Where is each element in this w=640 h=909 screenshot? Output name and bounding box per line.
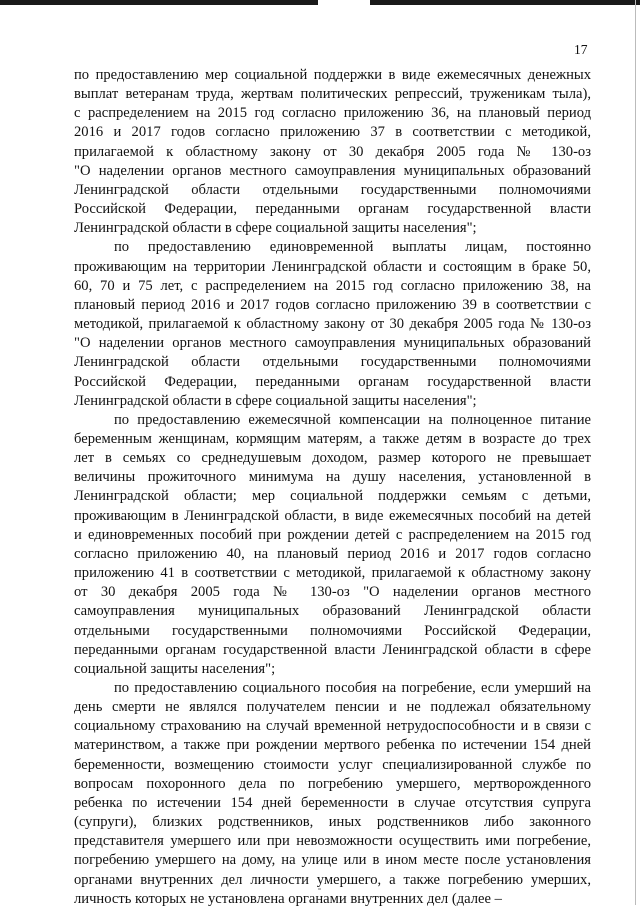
text-line: Ленинградской области отдельными государственными полномочиями — [74, 354, 591, 371]
text-line: по предоставлению социального пособия на погребение, если умерший на — [114, 680, 591, 696]
document-body — [74, 66, 591, 909]
text-line: вопросам похоронного дела по погребению умершего, мертворожденного — [74, 775, 591, 792]
text-line: Российской Федерации, переданными органам государственной власти — [74, 373, 591, 390]
text-line: согласно приложению 40, на плановый период 2016 и 2017 годов согласно — [74, 545, 591, 562]
text-line: выплат ветеранам труда, жертвам политических репрессий, труженикам тыла), — [74, 86, 591, 103]
text-line: Ленинградской области в сфере социальной защиты населения"; — [74, 392, 477, 409]
text-line: (супруги), близких родственников, иных родственников либо законного — [74, 814, 591, 831]
text-line: ребенка по истечении 154 дней беременности в случае отсутствия супруга — [74, 794, 591, 811]
text-line: проживающим в Ленинградской области, в виде ежемесячных пособий на детей — [74, 507, 591, 524]
text-line: Ленинградской области; мер социальной поддержки семьям с детьми, — [74, 488, 591, 505]
text-line: величины прожиточного минимума на душу населения, установленной в — [74, 469, 591, 486]
scan-speck — [318, 888, 321, 890]
paragraph — [74, 66, 591, 238]
text-line: представителя умершего или при невозможности осуществить ими погребение, — [74, 833, 591, 850]
scan-edge-left — [0, 0, 318, 5]
page-number: 17 — [574, 42, 588, 57]
text-line: Ленинградской области в сфере социальной защиты населения"; — [74, 220, 477, 237]
text-line: "О наделении органов местного самоуправления муниципальных образований — [74, 162, 591, 179]
text-line: 60, 70 и 75 лет, с распределением на 2015 год согласно приложению 38, на — [74, 277, 591, 294]
text-line: органами внутренних дел личности умершего, а также погребению умерших, — [74, 871, 591, 888]
text-line: прилагаемой к областному закону от 30 декабря 2005 года № 130-оз — [74, 143, 591, 160]
page-edge — [635, 0, 636, 905]
text-line: приложению 41 в соответствии с методикой, прилагаемой к областному закону — [74, 565, 591, 582]
text-line: социальному страхованию на случай временной нетрудоспособности и в связи с — [74, 718, 591, 735]
text-line: с распределением на 2015 год согласно приложению 36, на плановый период — [74, 105, 591, 122]
text-line: "О наделении органов местного самоуправления муниципальных образований — [74, 335, 591, 352]
text-line: проживающим на территории Ленинградской области и состоящим в браке 50, — [74, 258, 591, 275]
paragraph — [74, 679, 591, 909]
text-line: самоуправления муниципальных образований Ленинградской области — [74, 603, 591, 620]
paragraph — [74, 238, 591, 410]
text-line: беременности, возмещению стоимости услуг специализированной службе по — [74, 756, 591, 773]
text-line: лет в семьях со среднедушевым доходом, размер которого не превышает — [74, 450, 591, 467]
text-line: по предоставлению мер социальной поддержки в виде ежемесячных денежных — [74, 67, 591, 83]
text-line: день смерти не являлся получателем пенсии и не подлежал обязательному — [74, 699, 591, 716]
text-line: от 30 декабря 2005 года № 130-оз "О наделении органов местного — [74, 584, 591, 601]
text-line: Российской Федерации, переданными органам государственной власти — [74, 201, 591, 218]
text-line: погребению умершего на дому, на улице или в ином месте после установления — [74, 852, 591, 869]
text-line: методикой, прилагаемой к областному закону от 30 декабря 2005 года № 130-оз — [74, 316, 591, 333]
text-line: Ленинградской области отдельными государственными полномочиями — [74, 181, 591, 198]
text-line: материнством, а также при рождении мертвого ребенка по истечении 154 дней — [74, 737, 591, 754]
text-line: переданными органам государственной власти Ленинградской области в сфере — [74, 641, 591, 658]
scan-edge-right — [370, 0, 640, 5]
text-line: личность которых не установлена органами внутренних дел (далее – — [74, 890, 502, 907]
text-line: по предоставлению единовременной выплаты лицам, постоянно — [114, 239, 591, 256]
text-line: и единовременных пособий при рождении детей с распределением на 2015 год — [74, 526, 591, 543]
text-line: беременным женщинам, кормящим матерям, а также детям в возрасте до трех — [74, 430, 591, 447]
text-line: по предоставлению ежемесячной компенсации на полноценное питание — [114, 411, 591, 428]
paragraph — [74, 411, 591, 679]
text-line: отдельными государственными полномочиями Российской Федерации, — [74, 622, 591, 639]
text-line: 2016 и 2017 годов согласно приложению 37 в соответствии с методикой, — [74, 124, 591, 141]
text-line: плановый период 2016 и 2017 годов согласно приложению 39 в соответствии с — [74, 296, 591, 313]
text-line: социальной защиты населения"; — [74, 660, 276, 677]
